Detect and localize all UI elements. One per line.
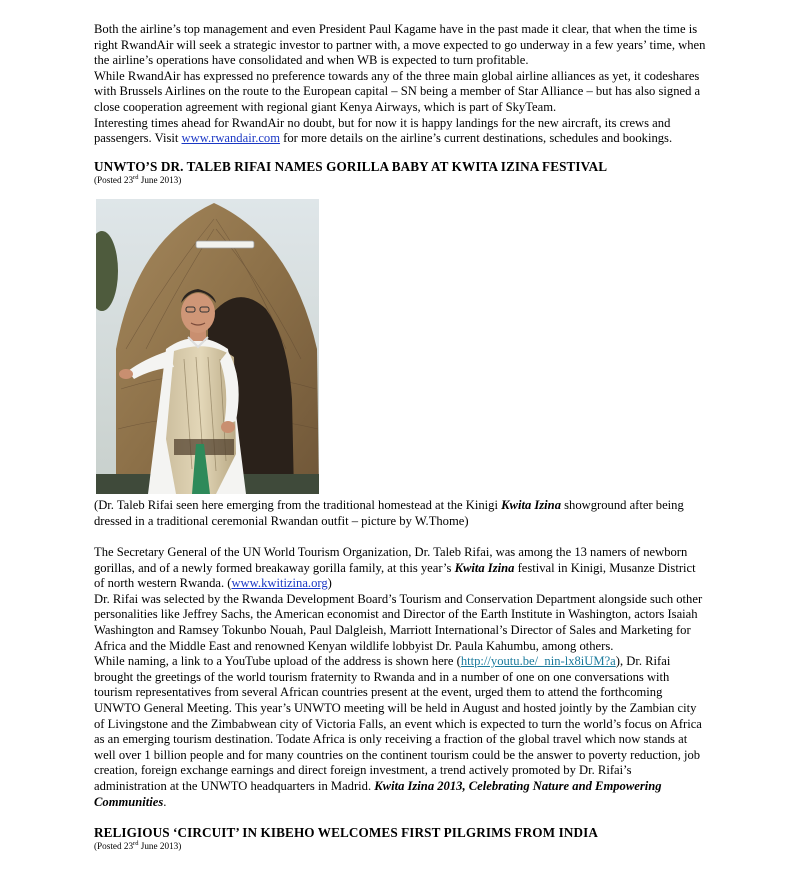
body-text-mid: ), Dr. Rifai brought the greetings of the world tourism fraternity to Rwanda and in a number of one on one conversations with tourism representatives from several African countries present at the event, urged them to attend the forthcoming UNWTO General Meeting. This year’s UNWTO meeting will be held in August and hosted jointly by the Zambian city of Livingstone and the Zimbabwean city of Victoria Falls, an event which is expected to turn the world’s focus on Africa as an emerging tourism destination. Todate Africa is only receiving a fraction of the global travel which now stands at well over 1 billion people and for many countries on the continent tourism could be the answer to poverty reduction, job creation, foreign exchange earnings and direct foreign investment, a trend actively promoted by Dr. Rifai’s administration at the UNWTO headquarters in Madrid. xyxy=(94,654,702,793)
article-2-header xyxy=(94,825,706,852)
intro-paragraph-2: While RwandAir has expressed no preference towards any of the three main global airline alliances as yet, it codeshares with Brussels Airlines on the route to the European capital – SN being a member of Star Alliance – but has also signed a close cooperation agreement with regional giant Kenya Airways, which is part of SkyTeam. xyxy=(94,68,701,114)
youtube-link[interactable]: http://youtu.be/_nin-lx8iUM?a xyxy=(460,654,616,669)
article-2-posted-date xyxy=(94,841,706,852)
body-text-mid: festival in Kinigi, Musanze District of north western Rwanda. ( xyxy=(94,560,696,591)
posted-sup: rd xyxy=(133,839,139,847)
body-paragraph-3 xyxy=(94,654,706,810)
article-1-body xyxy=(94,545,706,810)
article-1-heading: UNWTO’S DR. TALEB RIFAI NAMES GORILLA BABY AT KWITA IZINA FESTIVAL xyxy=(94,159,608,174)
caption-emphasis: Kwita Izina xyxy=(501,498,561,512)
photo-caption xyxy=(94,498,706,529)
body-emphasis: Kwita Izina 2013, Celebrating Nature and Empowering Communities xyxy=(94,778,662,809)
rwandair-link[interactable]: www.rwandair.com xyxy=(181,131,281,146)
intro-paragraph-1: Both the airline’s top management and even President Paul Kagame have in the past made it clear, that when the time is right RwandAir will seek a strategic investor to partner with, a move expected to go underway in a few years’ time, when the airline’s operations have consolidated and when WB is expected to turn profitable. xyxy=(94,22,706,68)
kwitizina-link[interactable]: www.kwitizina.org xyxy=(231,576,328,591)
body-emphasis: Kwita Izina xyxy=(454,560,515,575)
article-1-header xyxy=(94,159,706,186)
article-2-heading: RELIGIOUS ‘CIRCUIT’ IN KIBEHO WELCOMES FIRST PILGRIMS FROM INDIA xyxy=(94,825,598,840)
posted-text: (Posted 23 xyxy=(94,841,134,851)
intro-section xyxy=(94,22,706,147)
posted-text-end: June 2013) xyxy=(138,841,182,851)
intro-text-end: for more details on the airline’s current destinations, schedules and bookings. xyxy=(280,131,673,146)
body-text-end: ) xyxy=(327,576,332,591)
intro-paragraph-3 xyxy=(94,116,706,147)
body-paragraph-2: Dr. Rifai was selected by the Rwanda Development Board’s Tourism and Conservation Department alongside such other personalities like Jeffrey Sachs, the American economist and Director of the Earth Institute in Washington, actors Isaiah Washington and Ramsey Tokunbo Nouah, Paul Dalgleish, Marriott International’s Director of Sales and Marketing for Africa and the Middle East and renowned Kenyan wildlife lobbyist Dr. Paula Kahumbu, among others. xyxy=(94,591,703,653)
photo-caption-block xyxy=(94,498,706,529)
intro-text: Interesting times ahead for RwandAir no doubt, but for now it is happy landings for the new aircraft, its crews and passengers. Visit xyxy=(94,115,671,146)
caption-text: (Dr. Taleb Rifai seen here emerging from the traditional homestead at the Kinigi xyxy=(94,498,502,512)
posted-text: (Posted 23 xyxy=(94,175,134,185)
rifai-photo xyxy=(96,199,319,494)
article-1-posted-date xyxy=(94,175,706,186)
body-text: The Secretary General of the UN World Tourism Organization, Dr. Taleb Rifai, was among the 13 namers of newborn gorillas, and of a newly formed breakaway gorilla family, at this year’s xyxy=(94,545,688,575)
caption-text-end: showground after being dressed in a traditional ceremonial Rwandan outfit – picture by W.Thome) xyxy=(94,498,684,528)
body-text-end: . xyxy=(163,794,167,809)
posted-text-end: June 2013) xyxy=(138,175,182,185)
photo-illustration xyxy=(96,199,319,494)
body-text: While naming, a link to a YouTube upload of the address is shown here ( xyxy=(94,654,461,669)
posted-sup: rd xyxy=(133,173,139,181)
body-paragraph-1 xyxy=(94,545,706,592)
